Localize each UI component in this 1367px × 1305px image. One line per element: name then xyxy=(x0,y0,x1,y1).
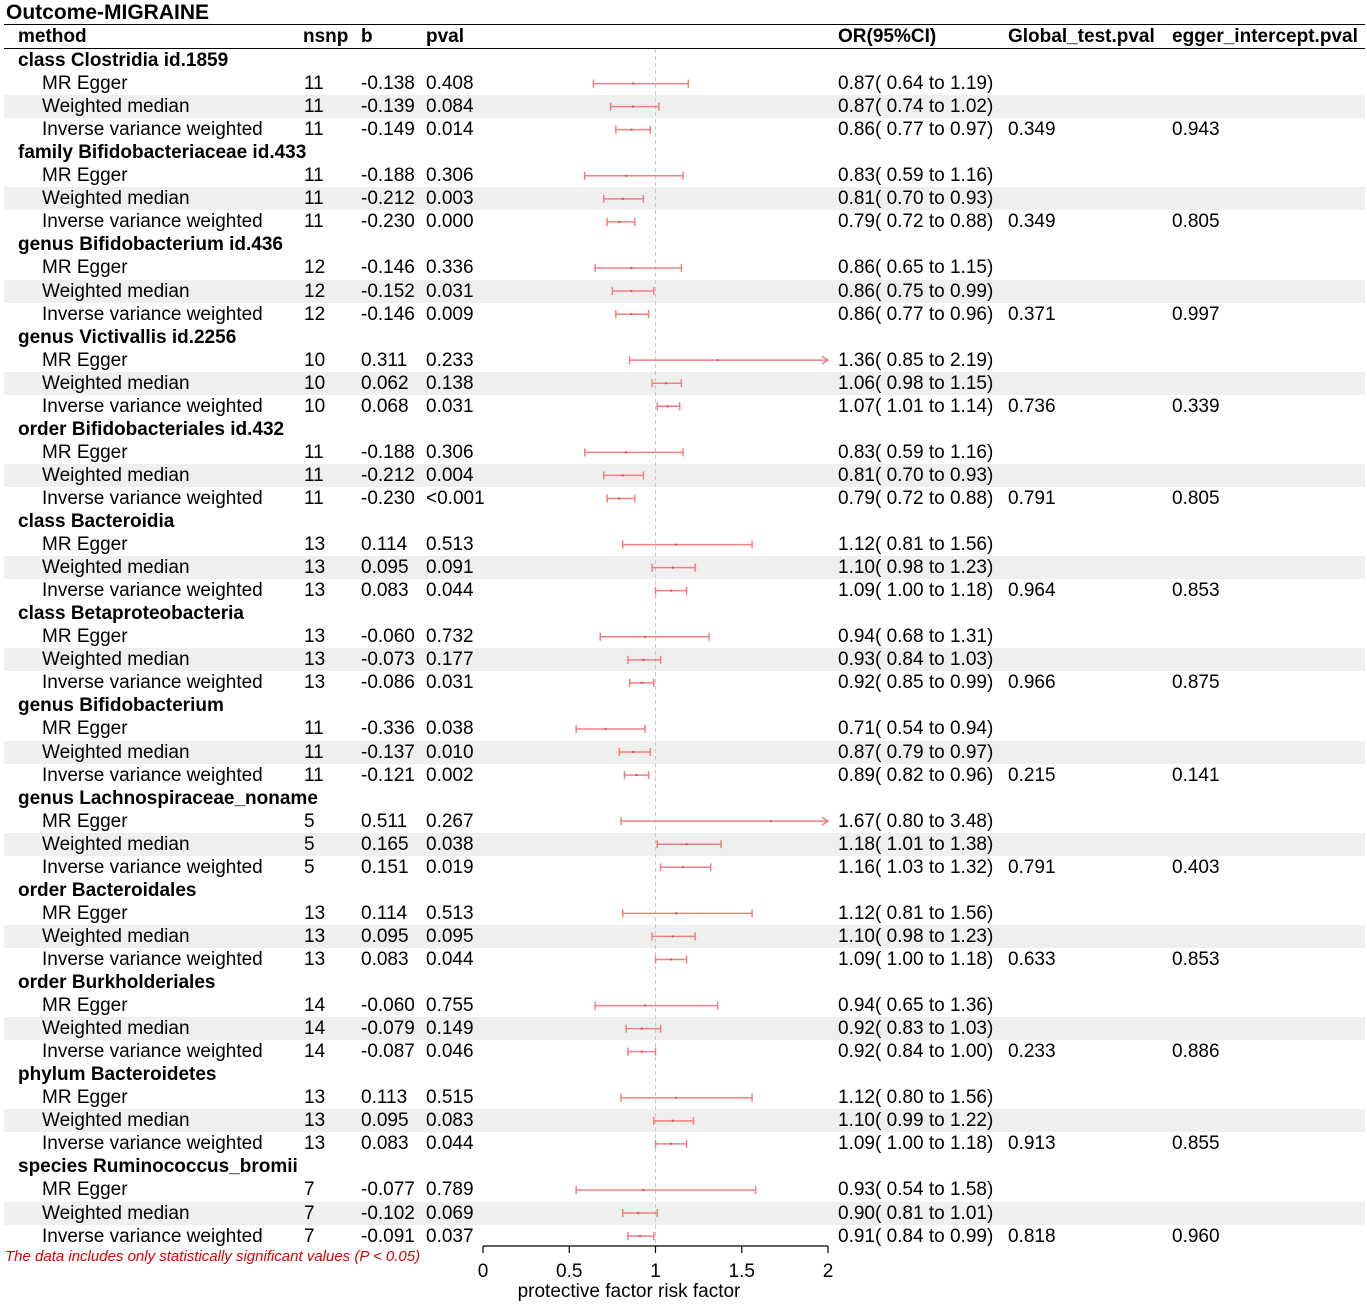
nsnp-cell: 11 xyxy=(304,464,324,486)
pval-cell: 0.004 xyxy=(426,464,474,486)
or-ci-cell: 0.90( 0.81 to 1.01) xyxy=(838,1202,994,1224)
group-label: order Bifidobacteriales id.432 xyxy=(18,418,285,440)
or-point xyxy=(630,128,632,130)
method-cell: Inverse variance weighted xyxy=(42,1041,263,1063)
nsnp-cell: 11 xyxy=(304,73,324,95)
b-cell: 0.068 xyxy=(361,395,409,417)
or-point xyxy=(639,1235,641,1237)
b-cell: 0.511 xyxy=(361,810,408,832)
pval-cell: 0.044 xyxy=(426,1133,474,1155)
or-point xyxy=(642,1189,644,1191)
global-test-pval-cell: 0.791 xyxy=(1008,856,1056,878)
header-or-ci: OR(95%CI) xyxy=(838,26,937,47)
nsnp-cell: 7 xyxy=(304,1179,315,1201)
x-tick-label: 1 xyxy=(650,1261,661,1282)
nsnp-cell: 13 xyxy=(304,580,326,602)
or-ci-cell: 0.71( 0.54 to 0.94) xyxy=(838,718,994,740)
nsnp-cell: 12 xyxy=(304,303,326,325)
nsnp-cell: 11 xyxy=(304,741,324,763)
or-point xyxy=(670,958,672,960)
b-cell: 0.095 xyxy=(361,1110,409,1132)
or-ci-cell: 1.12( 0.81 to 1.56) xyxy=(838,902,994,924)
or-point xyxy=(637,1212,639,1214)
pval-cell: 0.010 xyxy=(426,741,474,763)
or-point xyxy=(604,728,606,730)
group-label: phylum Bacteroidetes xyxy=(18,1064,217,1086)
pval-cell: 0.037 xyxy=(426,1225,474,1247)
egger-intercept-pval-cell: 0.960 xyxy=(1172,1225,1220,1247)
b-cell: -0.137 xyxy=(361,741,415,763)
or-ci-cell: 1.10( 0.98 to 1.23) xyxy=(838,925,994,947)
or-point xyxy=(618,221,620,223)
pval-cell: 0.732 xyxy=(426,626,474,648)
method-cell: MR Egger xyxy=(42,626,128,648)
or-point xyxy=(666,405,668,407)
global-test-pval-cell: 0.633 xyxy=(1008,948,1056,970)
global-test-pval-cell: 0.349 xyxy=(1008,211,1056,233)
or-ci-cell: 0.92( 0.83 to 1.03) xyxy=(838,1018,994,1040)
pval-cell: 0.014 xyxy=(426,119,474,141)
method-cell: MR Egger xyxy=(42,810,128,832)
pval-cell: 0.000 xyxy=(426,211,474,233)
or-ci-cell: 1.09( 1.00 to 1.18) xyxy=(838,580,994,602)
pval-cell: 0.083 xyxy=(426,1110,474,1132)
or-ci-cell: 1.09( 1.00 to 1.18) xyxy=(838,948,994,970)
nsnp-cell: 7 xyxy=(304,1202,315,1224)
or-point xyxy=(665,382,667,384)
pval-cell: 0.019 xyxy=(426,856,474,878)
method-cell: MR Egger xyxy=(42,73,128,95)
group-label: class Betaproteobacteria xyxy=(18,603,244,625)
egger-intercept-pval-cell: 0.141 xyxy=(1172,764,1220,786)
nsnp-cell: 14 xyxy=(304,1041,326,1063)
pval-cell: 0.002 xyxy=(426,764,474,786)
b-cell: -0.086 xyxy=(361,672,415,694)
b-cell: 0.151 xyxy=(361,856,409,878)
pval-cell: 0.009 xyxy=(426,303,474,325)
group-label: class Bacteroidia xyxy=(18,511,175,532)
pval-cell: 0.149 xyxy=(426,1018,474,1040)
or-point xyxy=(632,82,634,84)
or-ci-cell: 0.92( 0.84 to 1.00) xyxy=(838,1041,994,1063)
egger-intercept-pval-cell: 0.403 xyxy=(1172,856,1220,878)
or-ci-cell: 0.86( 0.77 to 0.97) xyxy=(838,119,994,141)
egger-intercept-pval-cell: 0.805 xyxy=(1172,211,1220,233)
b-cell: -0.149 xyxy=(361,119,415,141)
method-cell: MR Egger xyxy=(42,1179,128,1201)
or-point xyxy=(641,682,643,684)
or-point xyxy=(641,1050,643,1052)
or-ci-cell: 1.12( 0.80 to 1.56) xyxy=(838,1087,994,1109)
b-cell: 0.095 xyxy=(361,557,409,579)
or-point xyxy=(630,267,632,269)
or-ci-cell: 1.06( 0.98 to 1.15) xyxy=(838,372,994,394)
x-tick-label: 1.5 xyxy=(728,1261,755,1282)
or-point xyxy=(675,1097,677,1099)
b-cell: -0.091 xyxy=(361,1225,415,1247)
nsnp-cell: 12 xyxy=(304,280,326,302)
or-ci-cell: 0.91( 0.84 to 0.99) xyxy=(838,1225,994,1247)
or-point xyxy=(630,290,632,292)
b-cell: -0.188 xyxy=(361,165,415,187)
b-cell: 0.083 xyxy=(361,948,409,970)
or-point xyxy=(622,198,624,200)
or-ci-cell: 0.87( 0.64 to 1.19) xyxy=(838,73,994,95)
pval-cell: 0.306 xyxy=(426,441,474,463)
nsnp-cell: 7 xyxy=(304,1225,315,1247)
nsnp-cell: 13 xyxy=(304,534,326,556)
nsnp-cell: 13 xyxy=(304,649,326,671)
b-cell: 0.114 xyxy=(361,902,408,924)
pval-cell: 0.306 xyxy=(426,165,474,187)
pval-cell: 0.233 xyxy=(426,349,474,371)
group-label: order Bacteroidales xyxy=(18,879,197,901)
or-point xyxy=(622,474,624,476)
egger-intercept-pval-cell: 0.853 xyxy=(1172,580,1220,602)
egger-intercept-pval-cell: 0.805 xyxy=(1172,487,1220,509)
header-nsnp: nsnp xyxy=(303,26,349,47)
b-cell: 0.095 xyxy=(361,925,409,947)
or-ci-cell: 0.81( 0.70 to 0.93) xyxy=(838,464,994,486)
method-cell: Weighted median xyxy=(42,1110,190,1132)
pval-cell: 0.031 xyxy=(426,395,474,417)
or-ci-cell: 1.36( 0.85 to 2.19) xyxy=(838,349,994,371)
x-tick-label: 0.5 xyxy=(556,1261,583,1282)
pval-cell: 0.513 xyxy=(426,534,474,556)
global-test-pval-cell: 0.966 xyxy=(1008,672,1056,694)
or-ci-cell: 0.86( 0.75 to 0.99) xyxy=(838,280,994,302)
nsnp-cell: 12 xyxy=(304,257,326,279)
x-tick-label: 2 xyxy=(822,1261,834,1282)
pval-cell: 0.031 xyxy=(426,280,474,302)
b-cell: -0.188 xyxy=(361,441,415,463)
or-point xyxy=(675,912,677,914)
b-cell: -0.121 xyxy=(361,764,415,786)
pval-cell: 0.038 xyxy=(426,718,474,740)
page-title: Outcome-MIGRAINE xyxy=(6,1,210,24)
method-cell: Inverse variance weighted xyxy=(42,764,263,786)
method-cell: Weighted median xyxy=(42,557,190,579)
nsnp-cell: 10 xyxy=(304,349,326,371)
egger-intercept-pval-cell: 0.853 xyxy=(1172,948,1220,970)
method-cell: Weighted median xyxy=(42,372,190,394)
nsnp-cell: 13 xyxy=(304,925,326,947)
or-ci-cell: 0.86( 0.77 to 0.96) xyxy=(838,303,994,325)
pval-cell: 0.069 xyxy=(426,1202,474,1224)
global-test-pval-cell: 0.349 xyxy=(1008,119,1056,141)
or-ci-cell: 0.94( 0.68 to 1.31) xyxy=(838,626,994,648)
pval-cell: 0.789 xyxy=(426,1179,474,1201)
or-point xyxy=(618,497,620,499)
pval-cell: 0.031 xyxy=(426,672,474,694)
or-ci-cell: 0.81( 0.70 to 0.93) xyxy=(838,188,994,210)
x-axis-label: protective factor risk factor xyxy=(517,1281,741,1302)
or-ci-cell: 0.79( 0.72 to 0.88) xyxy=(838,211,994,233)
header-egger-intercept-pval: egger_intercept.pval xyxy=(1172,26,1358,47)
method-cell: Inverse variance weighted xyxy=(42,948,263,970)
or-ci-cell: 0.94( 0.65 to 1.36) xyxy=(838,995,994,1017)
or-ci-cell: 0.87( 0.74 to 1.02) xyxy=(838,96,994,118)
method-cell: MR Egger xyxy=(42,165,128,187)
or-point xyxy=(625,451,627,453)
nsnp-cell: 13 xyxy=(304,1110,326,1132)
method-cell: Weighted median xyxy=(42,464,190,486)
method-cell: Weighted median xyxy=(42,188,190,210)
pval-cell: 0.095 xyxy=(426,925,474,947)
egger-intercept-pval-cell: 0.855 xyxy=(1172,1133,1220,1155)
nsnp-cell: 11 xyxy=(304,441,324,463)
header-global-test-pval: Global_test.pval xyxy=(1008,26,1155,47)
or-point xyxy=(672,935,674,937)
or-point xyxy=(716,359,718,361)
egger-intercept-pval-cell: 0.886 xyxy=(1172,1041,1220,1063)
method-cell: Inverse variance weighted xyxy=(42,211,263,233)
egger-intercept-pval-cell: 0.943 xyxy=(1172,119,1220,141)
x-tick-label: 0 xyxy=(477,1261,489,1282)
b-cell: 0.113 xyxy=(361,1087,408,1109)
b-cell: -0.060 xyxy=(361,626,415,648)
or-point xyxy=(641,1027,643,1029)
or-ci-cell: 1.07( 1.01 to 1.14) xyxy=(838,395,994,417)
or-point xyxy=(632,751,634,753)
global-test-pval-cell: 0.215 xyxy=(1008,764,1056,786)
header-pval: pval xyxy=(426,26,465,47)
pval-cell: 0.044 xyxy=(426,948,474,970)
group-label: genus Bifidobacterium xyxy=(18,695,224,717)
nsnp-cell: 11 xyxy=(304,119,324,141)
pval-cell: 0.138 xyxy=(426,372,474,394)
b-cell: 0.114 xyxy=(361,534,408,556)
method-cell: Inverse variance weighted xyxy=(42,856,263,878)
pval-cell: 0.336 xyxy=(426,257,474,279)
nsnp-cell: 10 xyxy=(304,395,326,417)
b-cell: -0.152 xyxy=(361,280,415,302)
nsnp-cell: 11 xyxy=(304,96,324,118)
group-label: order Burkholderiales xyxy=(18,972,216,993)
nsnp-cell: 14 xyxy=(304,995,326,1017)
method-cell: Inverse variance weighted xyxy=(42,119,263,141)
method-cell: Weighted median xyxy=(42,280,190,302)
group-label: genus Lachnospiraceae_noname xyxy=(18,787,318,809)
or-ci-cell: 0.93( 0.54 to 1.58) xyxy=(838,1179,994,1201)
pval-cell: 0.755 xyxy=(426,995,474,1017)
group-label: family Bifidobacteriaceae id.433 xyxy=(18,142,307,164)
or-point xyxy=(625,175,627,177)
method-cell: Inverse variance weighted xyxy=(42,1225,263,1247)
nsnp-cell: 13 xyxy=(304,902,326,924)
b-cell: -0.073 xyxy=(361,649,415,671)
b-cell: -0.336 xyxy=(361,718,415,740)
b-cell: 0.311 xyxy=(361,349,408,371)
method-cell: Inverse variance weighted xyxy=(42,303,263,325)
group-label: genus Bifidobacterium id.436 xyxy=(18,234,283,256)
nsnp-cell: 13 xyxy=(304,626,326,648)
method-cell: MR Egger xyxy=(42,534,128,556)
or-point xyxy=(685,843,687,845)
method-cell: MR Egger xyxy=(42,995,128,1017)
or-ci-cell: 0.79( 0.72 to 0.88) xyxy=(838,487,994,509)
or-point xyxy=(670,589,672,591)
method-cell: Inverse variance weighted xyxy=(42,672,263,694)
egger-intercept-pval-cell: 0.339 xyxy=(1172,395,1220,417)
egger-intercept-pval-cell: 0.875 xyxy=(1172,672,1220,694)
pval-cell: 0.267 xyxy=(426,810,474,832)
global-test-pval-cell: 0.818 xyxy=(1008,1225,1056,1247)
method-cell: MR Egger xyxy=(42,349,128,371)
global-test-pval-cell: 0.736 xyxy=(1008,395,1056,417)
method-cell: MR Egger xyxy=(42,441,128,463)
significance-note: The data includes only statistically significant values (P < 0.05) xyxy=(5,1248,421,1265)
or-ci-cell: 1.67( 0.80 to 3.48) xyxy=(838,810,994,832)
group-label: species Ruminococcus_bromii xyxy=(18,1156,298,1178)
global-test-pval-cell: 0.964 xyxy=(1008,580,1056,602)
method-cell: MR Egger xyxy=(42,902,128,924)
pval-cell: <0.001 xyxy=(426,487,485,509)
or-point xyxy=(644,1004,646,1006)
or-ci-cell: 0.89( 0.82 to 0.96) xyxy=(838,764,994,786)
nsnp-cell: 5 xyxy=(304,810,315,832)
or-ci-cell: 1.18( 1.01 to 1.38) xyxy=(838,833,994,855)
method-cell: MR Egger xyxy=(42,257,128,279)
global-test-pval-cell: 0.371 xyxy=(1008,303,1056,325)
method-cell: Weighted median xyxy=(42,741,190,763)
nsnp-cell: 11 xyxy=(304,764,324,786)
or-point xyxy=(635,774,637,776)
pval-cell: 0.177 xyxy=(426,649,474,671)
method-cell: Weighted median xyxy=(42,1018,190,1040)
or-ci-cell: 1.10( 0.99 to 1.22) xyxy=(838,1110,994,1132)
or-point xyxy=(642,659,644,661)
or-ci-cell: 0.93( 0.84 to 1.03) xyxy=(838,649,994,671)
method-cell: Weighted median xyxy=(42,96,190,118)
nsnp-cell: 13 xyxy=(304,672,326,694)
nsnp-cell: 13 xyxy=(304,948,326,970)
b-cell: -0.138 xyxy=(361,73,415,95)
nsnp-cell: 11 xyxy=(304,165,324,187)
nsnp-cell: 11 xyxy=(304,211,324,233)
method-cell: MR Egger xyxy=(42,1087,128,1109)
or-ci-cell: 1.10( 0.98 to 1.23) xyxy=(838,557,994,579)
b-cell: 0.062 xyxy=(361,372,409,394)
pval-cell: 0.515 xyxy=(426,1087,474,1109)
method-cell: Inverse variance weighted xyxy=(42,395,263,417)
b-cell: -0.146 xyxy=(361,257,415,279)
b-cell: -0.077 xyxy=(361,1179,415,1201)
pval-cell: 0.084 xyxy=(426,96,474,118)
nsnp-cell: 11 xyxy=(304,487,324,509)
pval-cell: 0.003 xyxy=(426,188,474,210)
group-label: class Clostridia id.1859 xyxy=(18,50,229,71)
nsnp-cell: 14 xyxy=(304,1018,326,1040)
or-point xyxy=(675,543,677,545)
method-cell: Weighted median xyxy=(42,833,190,855)
global-test-pval-cell: 0.913 xyxy=(1008,1133,1056,1155)
pval-cell: 0.408 xyxy=(426,73,474,95)
egger-intercept-pval-cell: 0.997 xyxy=(1172,303,1220,325)
method-cell: Weighted median xyxy=(42,649,190,671)
group-label: genus Victivallis id.2256 xyxy=(18,326,237,348)
header-b: b xyxy=(361,26,373,47)
b-cell: -0.230 xyxy=(361,487,415,509)
nsnp-cell: 13 xyxy=(304,557,326,579)
b-cell: -0.230 xyxy=(361,211,415,233)
header-method: method xyxy=(18,26,87,47)
pval-cell: 0.046 xyxy=(426,1041,474,1063)
pval-cell: 0.513 xyxy=(426,902,474,924)
nsnp-cell: 5 xyxy=(304,856,315,878)
b-cell: -0.087 xyxy=(361,1041,415,1063)
pval-cell: 0.044 xyxy=(426,580,474,602)
or-point xyxy=(670,1143,672,1145)
b-cell: 0.083 xyxy=(361,1133,409,1155)
method-cell: Weighted median xyxy=(42,925,190,947)
or-ci-cell: 0.92( 0.85 to 0.99) xyxy=(838,672,994,694)
b-cell: -0.079 xyxy=(361,1018,415,1040)
pval-cell: 0.038 xyxy=(426,833,474,855)
b-cell: -0.212 xyxy=(361,464,415,486)
b-cell: -0.060 xyxy=(361,995,415,1017)
or-ci-cell: 0.83( 0.59 to 1.16) xyxy=(838,165,994,187)
or-ci-cell: 1.12( 0.81 to 1.56) xyxy=(838,534,994,556)
method-cell: MR Egger xyxy=(42,718,128,740)
or-point xyxy=(672,1120,674,1122)
global-test-pval-cell: 0.791 xyxy=(1008,487,1056,509)
b-cell: -0.212 xyxy=(361,188,415,210)
b-cell: 0.165 xyxy=(361,833,409,855)
or-point xyxy=(632,105,634,107)
nsnp-cell: 10 xyxy=(304,372,326,394)
or-point xyxy=(630,313,632,315)
or-ci-cell: 1.09( 1.00 to 1.18) xyxy=(838,1133,994,1155)
or-point xyxy=(770,820,772,822)
method-cell: Inverse variance weighted xyxy=(42,580,263,602)
nsnp-cell: 11 xyxy=(304,718,324,740)
or-point xyxy=(644,636,646,638)
or-ci-cell: 0.87( 0.79 to 0.97) xyxy=(838,741,994,763)
nsnp-cell: 13 xyxy=(304,1087,326,1109)
nsnp-cell: 5 xyxy=(304,833,315,855)
method-cell: Weighted median xyxy=(42,1202,190,1224)
or-ci-cell: 0.83( 0.59 to 1.16) xyxy=(838,441,994,463)
or-point xyxy=(682,866,684,868)
method-cell: Inverse variance weighted xyxy=(42,1133,263,1155)
or-point xyxy=(672,566,674,568)
b-cell: 0.083 xyxy=(361,580,409,602)
b-cell: -0.146 xyxy=(361,303,415,325)
b-cell: -0.102 xyxy=(361,1202,415,1224)
method-cell: Inverse variance weighted xyxy=(42,487,263,509)
or-ci-cell: 1.16( 1.03 to 1.32) xyxy=(838,856,994,878)
global-test-pval-cell: 0.233 xyxy=(1008,1041,1056,1063)
nsnp-cell: 13 xyxy=(304,1133,326,1155)
or-ci-cell: 0.86( 0.65 to 1.15) xyxy=(838,257,994,279)
pval-cell: 0.091 xyxy=(426,557,474,579)
b-cell: -0.139 xyxy=(361,96,415,118)
nsnp-cell: 11 xyxy=(304,188,324,210)
